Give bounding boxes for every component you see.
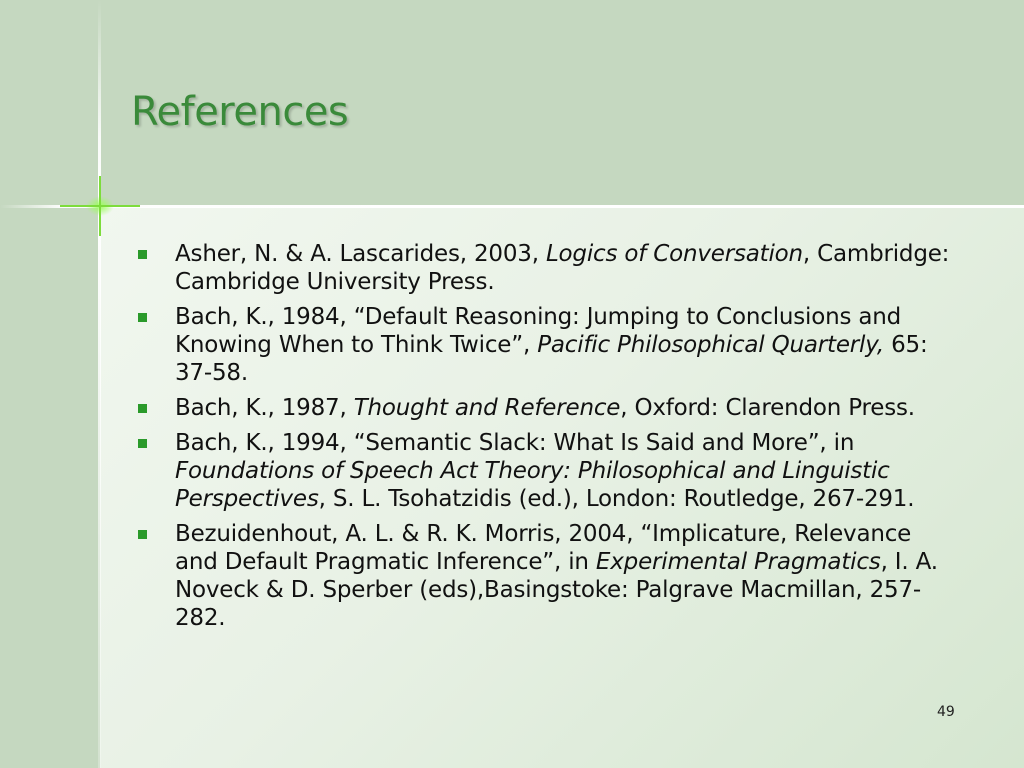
reference-segment: Bezuidenhout, A. L. & R. K. Morris, 2004, “Implicature, Relevance and Default Pragmatic Inference”, in [175, 521, 912, 575]
reference-italic-segment: Logics of Conversation [545, 241, 803, 267]
horizontal-divider [0, 205, 1024, 208]
reference-item [134, 240, 954, 296]
reference-text [175, 241, 949, 295]
reference-segment: , Oxford: Clarendon Press. [620, 395, 915, 421]
reference-list [134, 240, 954, 639]
reference-text [175, 430, 914, 512]
reference-segment: Bach, K., 1994, “Semantic Slack: What Is Said and More”, in [175, 430, 855, 456]
square-bullet-icon [138, 530, 147, 539]
reference-segment: , Cambridge: Cambridge University Press. [175, 241, 950, 295]
reference-segment: , I. A. Noveck & D. Sperber (eds),Basingstoke: Palgrave Macmillan, 257-282. [175, 549, 938, 631]
reference-text [175, 521, 938, 631]
reference-segment: Bach, K., 1984, “Default Reasoning: Jumping to Conclusions and Knowing When to Think Twice”, [175, 304, 902, 358]
reference-item [134, 429, 954, 513]
reference-item [134, 520, 954, 632]
reference-text [175, 304, 928, 386]
slide-title: References [131, 89, 349, 135]
reference-item [134, 394, 954, 422]
page-number: 49 [937, 704, 955, 720]
reference-italic-segment: Pacific Philosophical Quarterly, [537, 332, 884, 358]
reference-segment: Asher, N. & A. Lascarides, 2003, [175, 241, 546, 267]
square-bullet-icon [138, 313, 147, 322]
square-bullet-icon [138, 404, 147, 413]
reference-segment: 65: 37-58. [175, 332, 928, 386]
left-margin-band [0, 207, 100, 768]
reference-italic-segment: Thought and Reference [353, 395, 621, 421]
reference-segment: , S. L. Tsohatzidis (ed.), London: Routledge, 267-291. [318, 486, 915, 512]
square-bullet-icon [138, 250, 147, 259]
square-bullet-icon [138, 439, 147, 448]
reference-item [134, 303, 954, 387]
reference-segment: Bach, K., 1987, [175, 395, 354, 421]
reference-italic-segment: Experimental Pragmatics [595, 549, 881, 575]
reference-text [175, 395, 915, 421]
vertical-divider [98, 0, 101, 768]
reference-italic-segment: Foundations of Speech Act Theory: Philosophical and Linguistic Perspectives [175, 458, 890, 512]
